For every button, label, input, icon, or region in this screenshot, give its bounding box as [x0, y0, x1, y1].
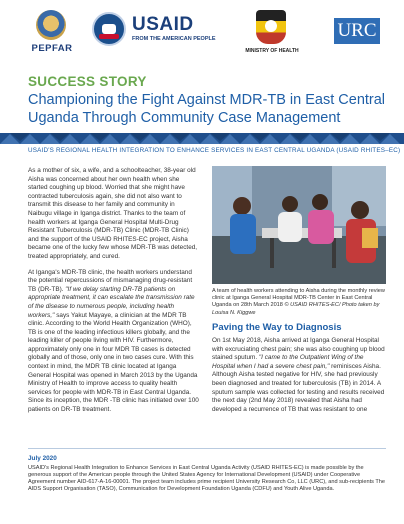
photo-caption-text: A team of health workers attending to Aisha during the monthly review clinic at Iganga General Hospital MDR-TB Center in East Central Uganda on 28th March 2018: [212, 288, 385, 309]
diagnosis-paragraph-start: On 1st May 2018, Aisha arrived at Iganga General Hospital with excruciating chest pain; she was also coughing up blood stained sputum.: [212, 337, 385, 362]
clinician-quote: "If we delay starting DR-TB patients on appropriate treatment, it can escalate the transmission rate of the disease to numerous people, including health workers,": [28, 285, 195, 319]
photo-credit: © USAID RHITES-EC/ Photo taken by Louisa N. Kiggwe: [212, 302, 380, 316]
band-pattern-icon: [0, 133, 404, 144]
footer-divider: [28, 448, 386, 449]
clinic-paragraph-end: says Yakut Mayaye, a clinician at the MDR TB clinic. According to the World Health Organization (WHO), TB is one of the leading infectious killers globally, and the leading killer of people living with HIV. Furthermore, approximately only one in four MDR TB cases is detected globally and of those, only one in two cases cure. With this context in mind, the MDR TB clinic located at Iganga General Hospital was opened in March 2013 by the Uganda Ministry of Health to improve access to quality health services for people with MDR-TB in East Central Uganda. Since its inception, the MDR -TB clinic has initiated over 100 patients on DR-TB treatment.: [28, 311, 199, 414]
usaid-logo: [92, 10, 222, 50]
usaid-wordmark: USAID: [132, 14, 194, 35]
ministry-of-health-logo: [242, 10, 302, 60]
photo-caption: [212, 288, 386, 317]
success-story-kicker: SUCCESS STORY: [28, 74, 147, 89]
decorative-band: [0, 133, 404, 144]
pepfar-logo: [26, 10, 78, 58]
header-logos: [0, 0, 404, 62]
usaid-tagline: FROM THE AMERICAN PEOPLE: [132, 36, 216, 42]
diagnosis-paragraph: [212, 337, 386, 414]
pepfar-seal-icon: [36, 10, 66, 40]
clinic-paragraph-start: At Iganga's MDR-TB clinic, the health workers understand the potential repercussions of mismanaging drug-resistant TB (DR-TB).: [28, 268, 193, 293]
clinic-photo: [212, 166, 386, 284]
intro-paragraph: As a mother of six, a wife, and a schoolteacher, 38-year old Aisha was concerned about her own health when she started coughing up blood. Worried that she might have contracted tuberculosis again, she did not also want to transmit this disease to her family and community in Naibugu village in Iganga district. Thanks to the team of health workers at Iganga General Hospital Multi-Drug Resistant Tuberculosis (MDR-TB) Clinic (MDR-TB Clinic) and the support of the USAID RHITES-EC project, Aisha became one of the lucky few whose MDR-TB was detected, treated appropriately, and cured.: [28, 167, 198, 260]
pepfar-wordmark: PEPFAR: [31, 43, 73, 54]
footer-disclaimer: USAID's Regional Health Integration to Enhance Services in East Central Uganda Activity (USAID RHITES-EC) is made possible by the generous support of the American people through the United States Agency for International Development (USAID) under Cooperative Agreement number AID-617-A-16-00001. The project team includes prime recipient University Research Co, LLC (URC), and sub-recipients The AIDS Support Organisation (TASO), Communication for Development Foundation Uganda (CDFU) and Youth Alive Uganda.: [28, 465, 386, 493]
page-title: Championing the Fight Against MDR-TB in East Central Uganda Through Community Case Management: [28, 92, 386, 126]
usaid-seal-icon: [92, 12, 126, 46]
urc-logo: URC: [334, 18, 380, 44]
diagnosis-paragraph-end: reminisces Aisha. Although Aisha tested negative for HIV, she had previously been diagnosed and treated for tuberculosis (TB) in 2014. A sputum sample was collected for testing and results received the next day (2nd May 2018) revealed that Aisha had developed a recurrence of TB that was resistant to one: [212, 362, 385, 413]
clinic-scene-image: [212, 166, 386, 284]
uganda-crest-icon: [256, 10, 286, 44]
footer-date: July 2020: [28, 455, 57, 462]
aisha-quote: "I came to the Outpatient Wing of the Hospital when I had a severe chest pain,": [212, 354, 364, 370]
left-column: [28, 167, 200, 422]
project-subtitle: USAID'S REGIONAL HEALTH INTEGRATION TO ENHANCE SERVICES IN EAST CENTRAL UGANDA (USAID RHITES–EC): [28, 147, 401, 154]
ministry-of-health-label: MINISTRY OF HEALTH: [245, 48, 299, 54]
clinic-paragraph: [28, 269, 200, 415]
section-heading: Paving the Way to Diagnosis: [212, 322, 342, 333]
